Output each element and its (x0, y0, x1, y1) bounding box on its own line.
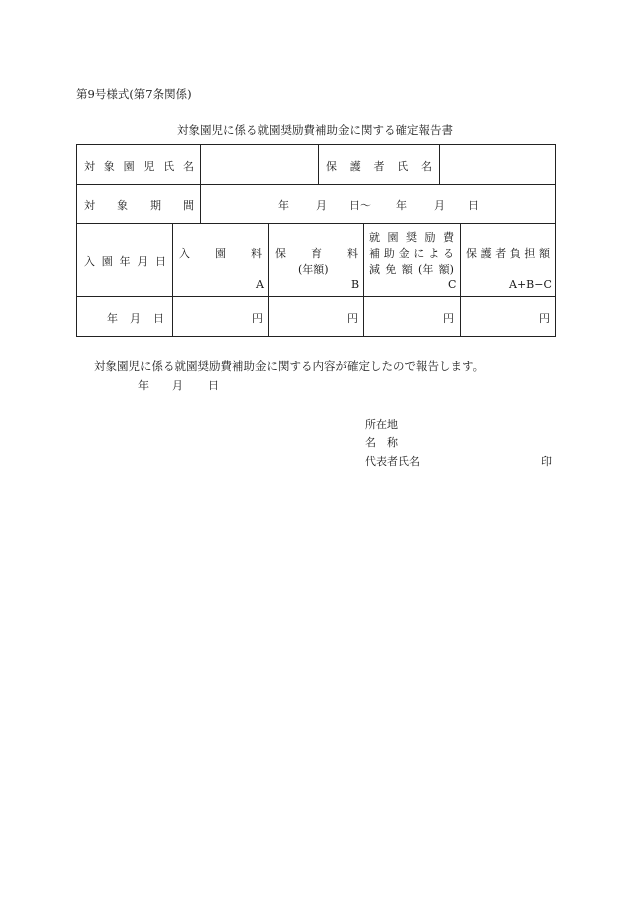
guardian-name-field[interactable] (440, 145, 555, 184)
subsidy-label-line2: 補 助 金 に よ る (369, 247, 454, 260)
enroll-fee-yen[interactable]: 円 (252, 312, 263, 325)
table-rule (268, 223, 269, 336)
subsidy-code: C (448, 278, 457, 291)
guardian-burden-label: 保 護 者 負 担 額 (466, 247, 550, 260)
table-rule (318, 144, 319, 184)
enroll-fee-label: 入 園 料 (179, 247, 262, 260)
table-rule (460, 223, 461, 336)
table-border-bottom (76, 336, 556, 337)
child-name-label: 対 象 園 児 氏 名 (84, 160, 194, 173)
table-rule (76, 296, 556, 297)
guardian-burden-yen[interactable]: 円 (539, 312, 550, 325)
child-name-field[interactable] (201, 145, 318, 184)
document-title: 対象園児に係る就園奨励費補助金に関する確定報告書 (177, 123, 453, 137)
table-rule (76, 223, 556, 224)
report-statement: 対象園児に係る就園奨励費補助金に関する内容が確定したので報告します。 (94, 359, 485, 373)
enroll-fee-code: A (256, 278, 264, 291)
period-label: 対 象 期 間 (84, 199, 194, 212)
table-rule (172, 223, 173, 336)
representative-label: 代表者氏名 (365, 455, 420, 468)
guardian-name-label: 保 護 者 氏 名 (326, 160, 432, 173)
table-border-left (76, 144, 77, 337)
enroll-date-label: 入 園 年 月 日 (84, 255, 166, 268)
subsidy-label-line3: 減 免 額 (年 額) (369, 263, 454, 276)
subsidy-yen[interactable]: 円 (443, 312, 454, 325)
table-rule (363, 223, 364, 336)
table-border-right (555, 144, 556, 337)
childcare-fee-yen[interactable]: 円 (347, 312, 358, 325)
childcare-fee-label: 保 育 料 (275, 247, 358, 260)
form-number: 第9号様式(第7条関係) (76, 87, 192, 101)
childcare-fee-sub: (年額) (298, 263, 329, 276)
table-rule (76, 184, 556, 185)
guardian-burden-formula: A+B−C (509, 278, 552, 291)
address-label: 所在地 (365, 418, 398, 431)
subsidy-label-line1: 就 園 奨 励 費 (369, 231, 454, 244)
name-label: 名 称 (365, 436, 398, 449)
childcare-fee-code: B (351, 278, 360, 291)
seal-mark: 印 (541, 455, 552, 468)
